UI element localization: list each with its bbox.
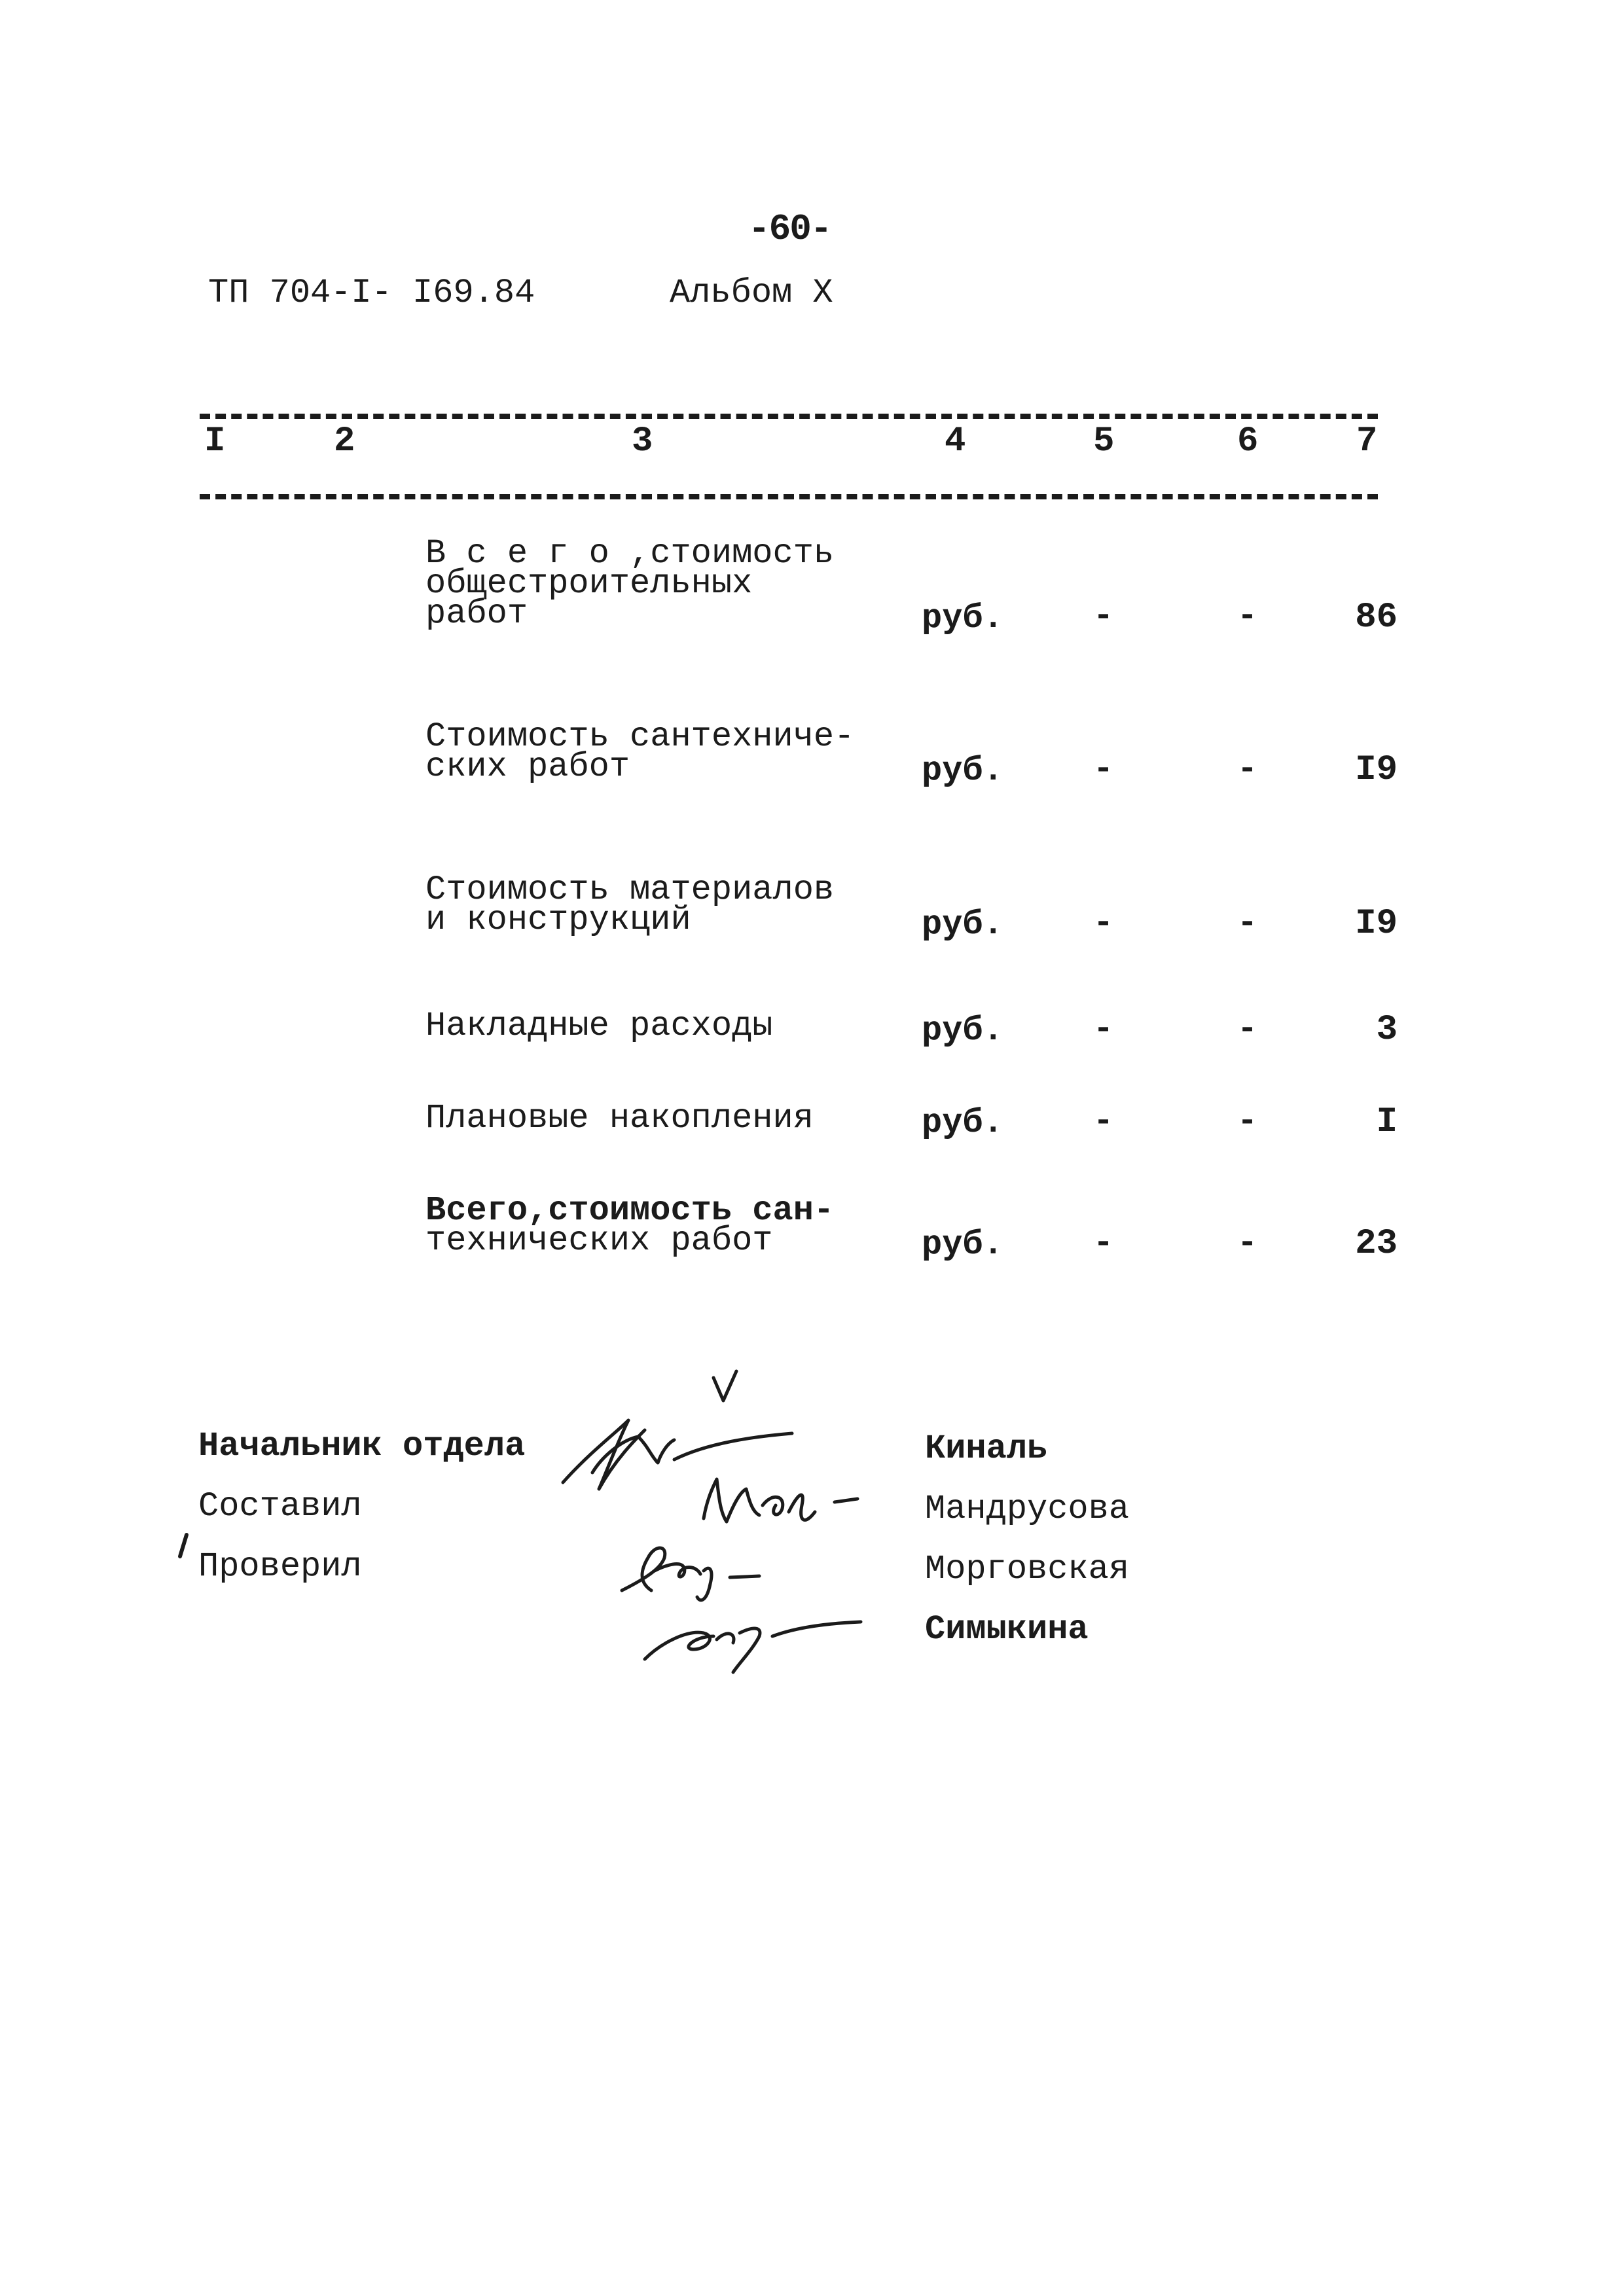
- row-label-line: ских работ: [425, 747, 630, 786]
- row-unit: руб.: [922, 599, 1003, 637]
- row-col6: -: [1237, 1224, 1258, 1263]
- signature-compiler: [704, 1479, 857, 1522]
- row-col5: -: [1093, 1010, 1114, 1049]
- row-label-line: работ: [425, 594, 528, 633]
- name-compiler: Мандрусова: [925, 1490, 1130, 1528]
- row-label-line: технических работ: [425, 1221, 773, 1260]
- row-label-line: Стоимость сантехниче-: [425, 717, 855, 756]
- row-value: I: [1376, 1102, 1398, 1142]
- tick-mark: [180, 1535, 187, 1556]
- row-col6: -: [1237, 597, 1258, 636]
- column-header-6: 6: [1237, 422, 1259, 461]
- row-col5: -: [1093, 1102, 1114, 1141]
- row-value: 3: [1376, 1010, 1398, 1050]
- signature-head: [563, 1371, 792, 1489]
- row-unit: руб.: [922, 905, 1003, 944]
- row-label-line: и конструкций: [425, 901, 691, 939]
- row-col6: -: [1237, 904, 1258, 942]
- row-unit: руб.: [922, 751, 1003, 790]
- row-label-line: Плановые накопления: [425, 1099, 814, 1138]
- row-col6: -: [1237, 750, 1258, 789]
- signature-checker: [622, 1548, 759, 1600]
- column-header-4: 4: [945, 422, 966, 461]
- row-value: I9: [1355, 904, 1398, 944]
- name-fourth-signatory: Симыкина: [925, 1610, 1089, 1649]
- row-unit: руб.: [922, 1225, 1003, 1264]
- column-header-7: 7: [1356, 422, 1378, 461]
- role-checked-by: Проверил: [198, 1547, 362, 1586]
- row-unit: руб.: [922, 1011, 1003, 1050]
- row-value: 23: [1355, 1224, 1398, 1264]
- signature-fourth: [645, 1622, 861, 1672]
- row-unit: руб.: [922, 1103, 1003, 1142]
- page-number: -60-: [748, 208, 831, 250]
- album-label: Альбом X: [670, 274, 833, 312]
- row-label-line: Накладные расходы: [425, 1007, 773, 1045]
- row-col6: -: [1237, 1010, 1258, 1049]
- row-col5: -: [1093, 750, 1114, 789]
- row-label-line: общестроительных: [425, 564, 753, 603]
- row-col5: -: [1093, 904, 1114, 942]
- column-header-5: 5: [1093, 422, 1115, 461]
- row-value: I9: [1355, 750, 1398, 790]
- name-checker: Морговская: [925, 1550, 1130, 1588]
- row-col5: -: [1093, 597, 1114, 636]
- row-col6: -: [1237, 1102, 1258, 1141]
- role-head-of-department: Начальник отдела: [198, 1427, 526, 1465]
- document-code: ТП 704-I- I69.84: [208, 274, 535, 312]
- row-label-line: Стоимость материалов: [425, 870, 835, 909]
- row-col5: -: [1093, 1224, 1114, 1263]
- role-compiled-by: Составил: [198, 1487, 362, 1526]
- column-header-2: 2: [334, 422, 355, 461]
- row-label-line: В с е г о ,стоимость: [425, 534, 835, 573]
- row-value: 86: [1355, 598, 1398, 637]
- name-head-of-department: Киналь: [925, 1429, 1048, 1468]
- row-label-line: Всего,стоимость сан-: [425, 1191, 835, 1230]
- column-header-3: 3: [632, 422, 653, 461]
- column-header-1: I: [204, 422, 226, 461]
